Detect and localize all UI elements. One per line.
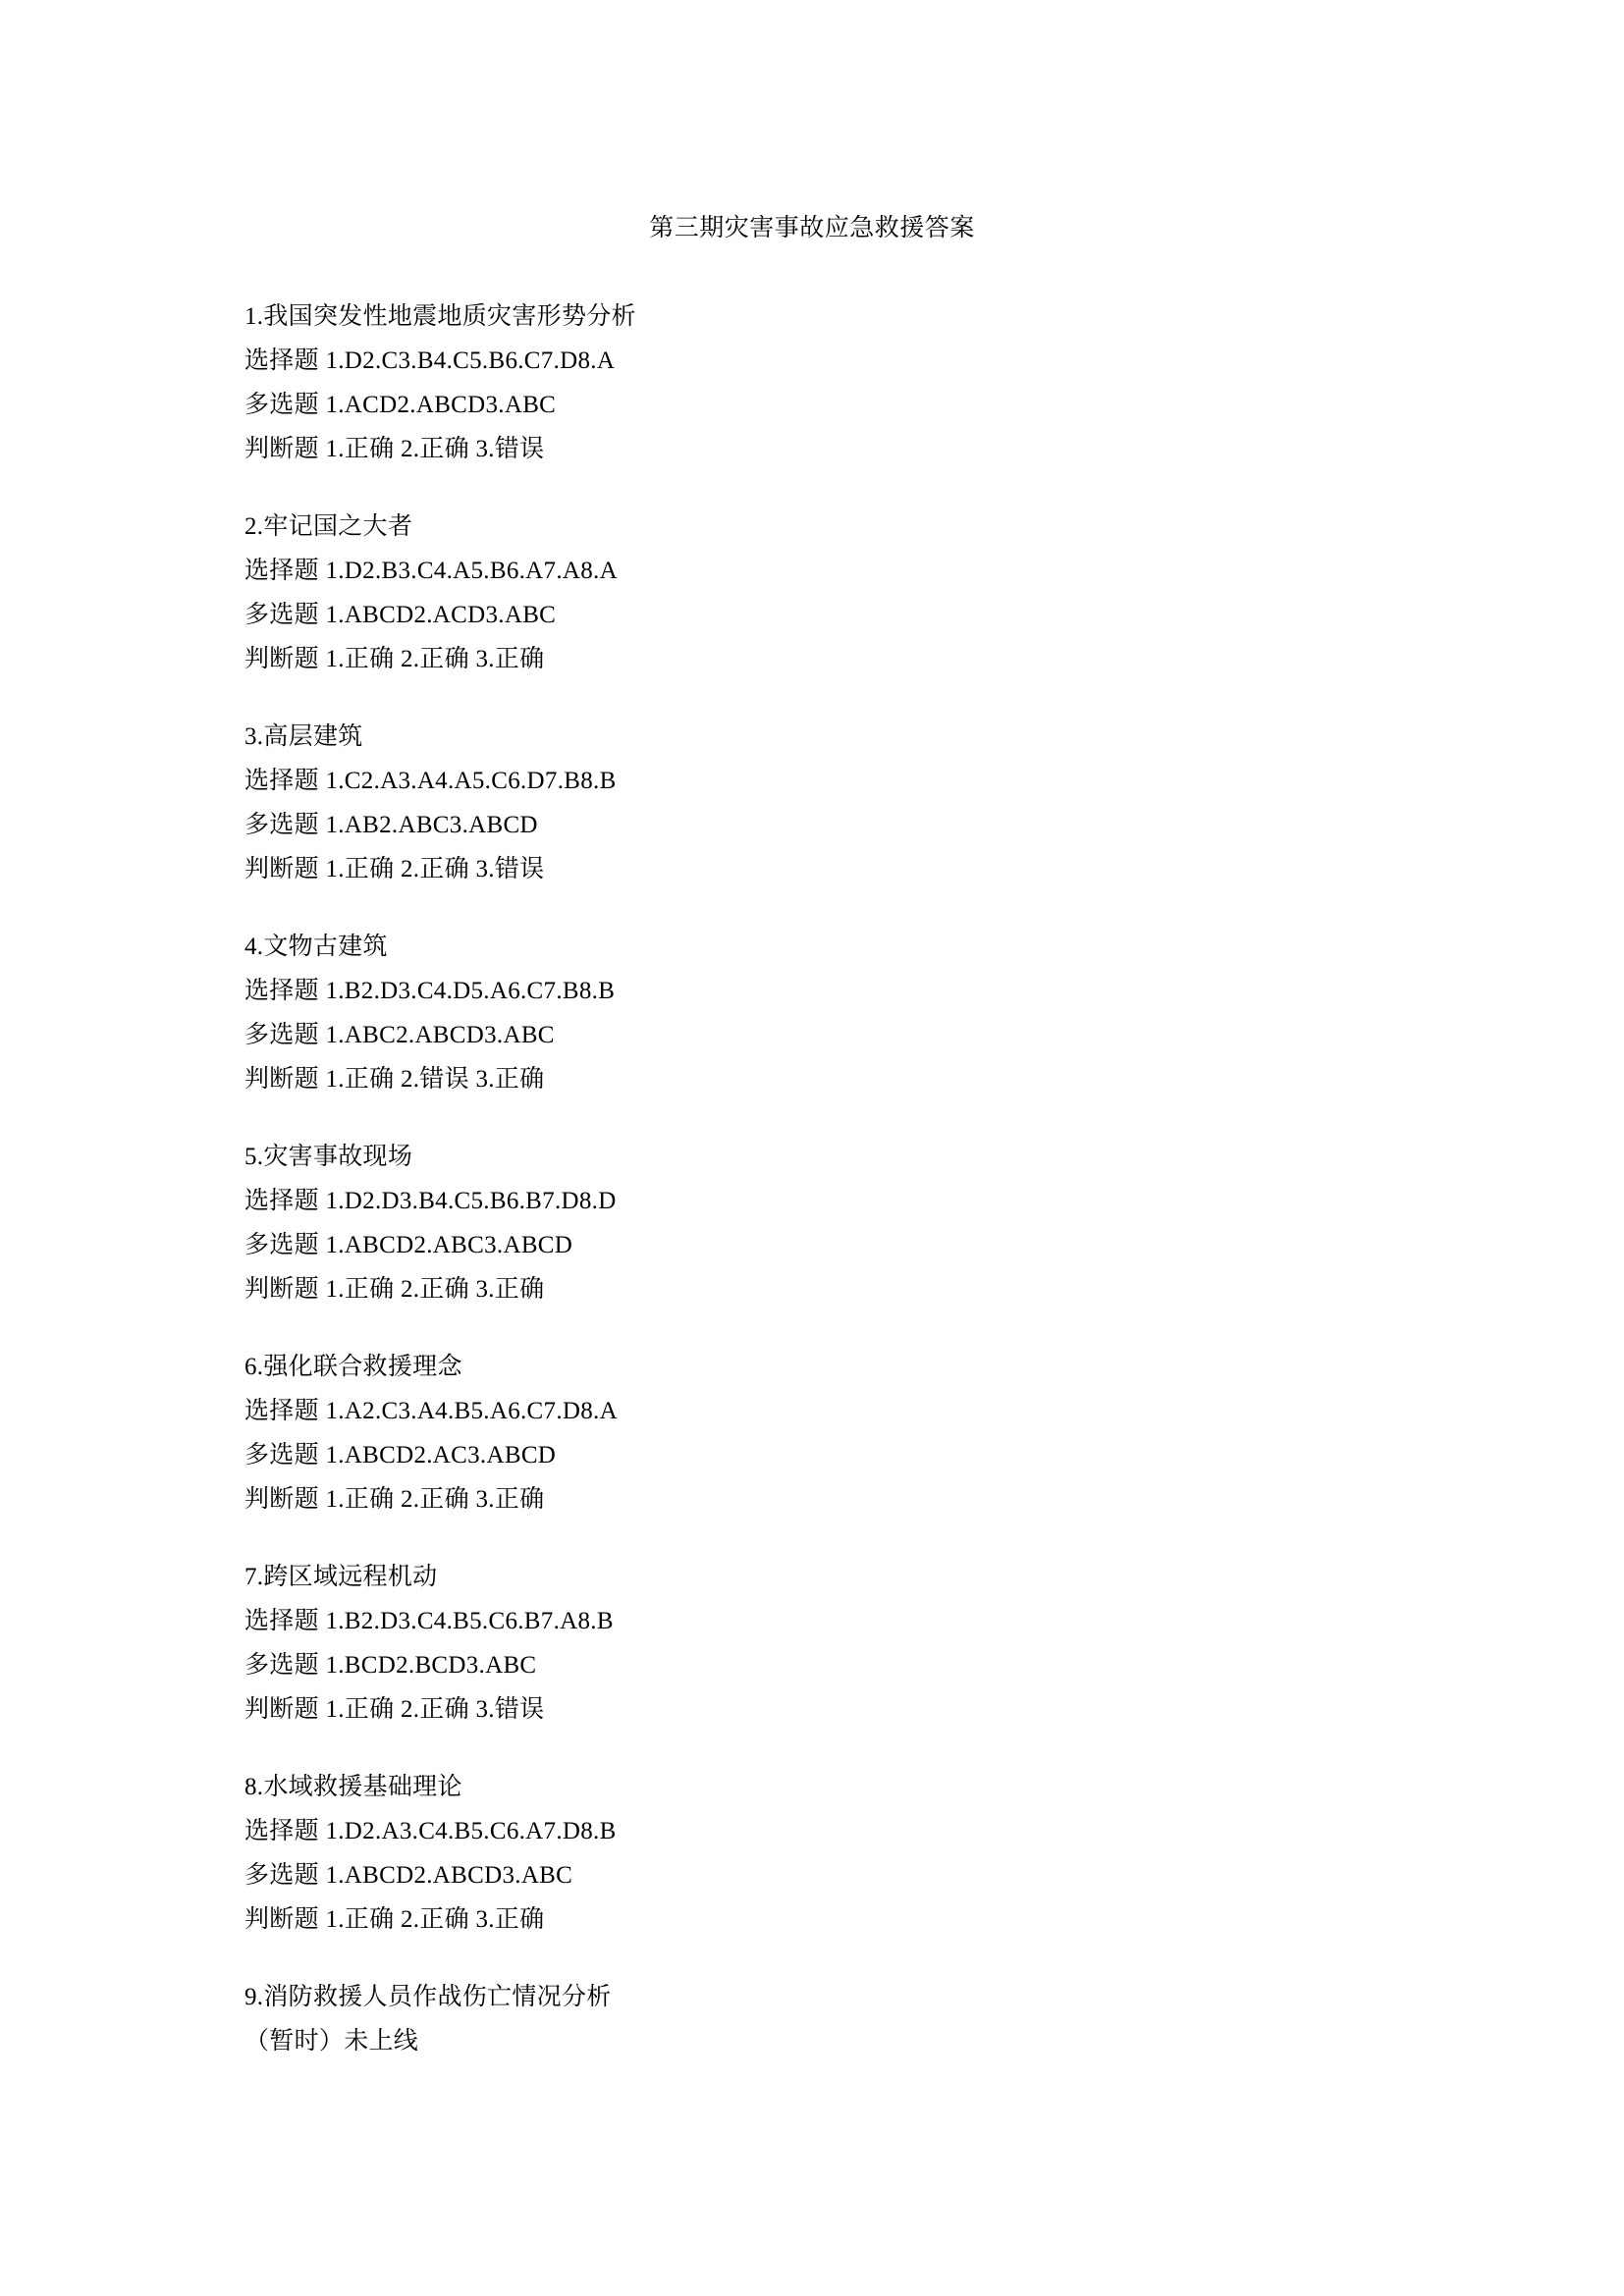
multiple-choice-answers: 多选题 1.BCD2.BCD3.ABC	[244, 1652, 537, 1679]
true-false-answers: 判断题 1.正确 2.正确 3.正确	[244, 1906, 545, 1933]
section-status-note: （暂时）未上线	[244, 2028, 419, 2055]
multiple-choice-answers: 多选题 1.ABCD2.AC3.ABCD	[244, 1442, 557, 1468]
answer-section	[244, 1555, 1383, 1732]
answer-section	[244, 1135, 1383, 1311]
section-heading: 9.消防救援人员作战伤亡情况分析	[244, 1984, 612, 2010]
answer-section	[244, 715, 1383, 891]
section-heading: 7.跨区域远程机动	[244, 1564, 438, 1590]
section-heading: 4.文物古建筑	[244, 934, 388, 960]
true-false-answers: 判断题 1.正确 2.正确 3.错误	[244, 1696, 545, 1723]
true-false-answers: 判断题 1.正确 2.正确 3.正确	[244, 646, 545, 672]
answer-section	[244, 925, 1383, 1101]
document-title: 第三期灾害事故应急救援答案	[649, 215, 975, 241]
single-choice-answers: 选择题 1.C2.A3.A4.A5.C6.D7.B8.B	[244, 768, 617, 794]
document-body	[244, 294, 1383, 2097]
true-false-answers: 判断题 1.正确 2.正确 3.正确	[244, 1276, 545, 1303]
answer-section	[244, 505, 1383, 681]
single-choice-answers: 选择题 1.D2.A3.C4.B5.C6.A7.D8.B	[244, 1818, 617, 1844]
answer-section	[244, 294, 1383, 471]
section-heading: 1.我国突发性地震地质灾害形势分析	[244, 303, 636, 330]
answer-section	[244, 1345, 1383, 1522]
true-false-answers: 判断题 1.正确 2.正确 3.错误	[244, 856, 545, 882]
multiple-choice-answers: 多选题 1.AB2.ABC3.ABCD	[244, 812, 538, 838]
section-heading: 5.灾害事故现场	[244, 1144, 413, 1170]
multiple-choice-answers: 多选题 1.ACD2.ABCD3.ABC	[244, 392, 557, 418]
true-false-answers: 判断题 1.正确 2.错误 3.正确	[244, 1066, 545, 1093]
single-choice-answers: 选择题 1.D2.B3.C4.A5.B6.A7.A8.A	[244, 558, 618, 584]
multiple-choice-answers: 多选题 1.ABC2.ABCD3.ABC	[244, 1022, 555, 1048]
section-heading: 3.高层建筑	[244, 723, 363, 750]
multiple-choice-answers: 多选题 1.ABCD2.ABCD3.ABC	[244, 1862, 573, 1889]
single-choice-answers: 选择题 1.D2.C3.B4.C5.B6.C7.D8.A	[244, 347, 616, 374]
true-false-answers: 判断题 1.正确 2.正确 3.正确	[244, 1486, 545, 1513]
single-choice-answers: 选择题 1.A2.C3.A4.B5.A6.C7.D8.A	[244, 1398, 618, 1424]
section-heading: 8.水域救援基础理论	[244, 1774, 462, 1800]
section-heading: 2.牢记国之大者	[244, 513, 413, 540]
single-choice-answers: 选择题 1.B2.D3.C4.D5.A6.C7.B8.B	[244, 978, 616, 1004]
multiple-choice-answers: 多选题 1.ABCD2.ACD3.ABC	[244, 602, 557, 628]
answer-section	[244, 1975, 1383, 2063]
true-false-answers: 判断题 1.正确 2.正确 3.错误	[244, 436, 545, 462]
single-choice-answers: 选择题 1.D2.D3.B4.C5.B6.B7.D8.D	[244, 1188, 617, 1214]
answer-section	[244, 1765, 1383, 1942]
multiple-choice-answers: 多选题 1.ABCD2.ABC3.ABCD	[244, 1232, 573, 1258]
section-heading: 6.强化联合救援理念	[244, 1354, 462, 1380]
single-choice-answers: 选择题 1.B2.D3.C4.B5.C6.B7.A8.B	[244, 1608, 614, 1634]
